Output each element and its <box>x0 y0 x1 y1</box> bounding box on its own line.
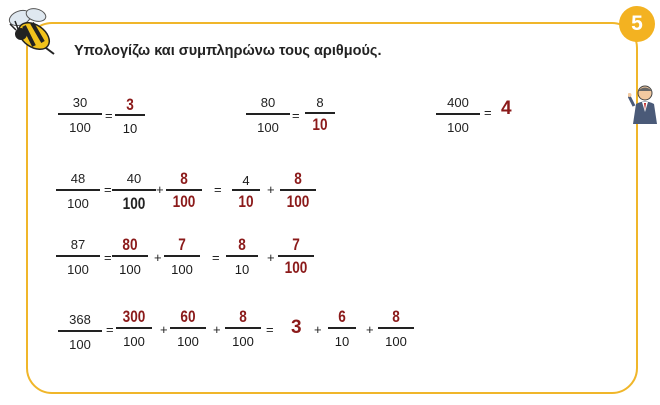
plus-sign: + <box>267 182 275 197</box>
equals-sign: = <box>212 250 220 265</box>
denominator: 100 <box>177 334 199 349</box>
numerator: 7 <box>178 235 186 254</box>
fraction-30-100 <box>58 96 102 134</box>
numerator: 80 <box>260 95 276 110</box>
numerator: 87 <box>70 237 86 252</box>
numerator: 8 <box>239 307 247 326</box>
fraction-bar <box>58 113 102 115</box>
fraction-40-100 <box>112 172 156 212</box>
denominator: 10 <box>122 121 138 136</box>
fraction-80-100 <box>108 236 152 276</box>
fraction-bar <box>305 112 335 114</box>
fraction-bar <box>58 330 102 332</box>
equals-sign: = <box>214 182 222 197</box>
fraction-8-100 <box>276 170 320 210</box>
plus-sign: + <box>267 250 275 265</box>
denominator: 100 <box>385 334 407 349</box>
numerator: 7 <box>292 235 300 254</box>
fraction-60-100 <box>166 308 210 348</box>
equals-sign: = <box>484 105 492 120</box>
fraction-bar <box>328 327 356 329</box>
denominator: 10 <box>234 262 250 277</box>
equals-sign: = <box>106 322 114 337</box>
denominator: 10 <box>312 115 328 134</box>
numerator: 368 <box>69 312 91 327</box>
denominator: 100 <box>67 262 89 277</box>
fraction-bar <box>226 255 258 257</box>
page-number-badge: 5 <box>619 6 655 42</box>
plus-sign: + <box>156 182 164 197</box>
numerator: 3 <box>126 95 134 114</box>
numerator: 80 <box>122 235 138 254</box>
numerator: 8 <box>238 235 246 254</box>
instruction-text: Υπολογίζω και συμπληρώνω τους αριθμούς. <box>74 43 382 59</box>
fraction-6-10 <box>320 308 364 348</box>
plus-sign: + <box>213 322 221 337</box>
fraction-bar <box>436 113 480 115</box>
fraction-bar <box>166 189 202 191</box>
equals-sign: = <box>104 250 112 265</box>
fraction-8-100 <box>374 308 418 348</box>
numerator: 8 <box>392 307 400 326</box>
denominator: 10 <box>238 192 254 211</box>
bee-icon <box>6 6 62 58</box>
fraction-bar <box>280 189 316 191</box>
fraction-8-100 <box>162 170 206 210</box>
plus-sign: + <box>366 322 374 337</box>
numerator: 48 <box>70 171 86 186</box>
numerator: 8 <box>316 95 324 110</box>
numerator: 40 <box>126 171 142 186</box>
fraction-7-100 <box>274 236 318 276</box>
fraction-8-100 <box>221 308 265 348</box>
fraction-bar <box>112 255 148 257</box>
fraction-400-100 <box>436 96 480 134</box>
fraction-bar <box>115 114 145 116</box>
fraction-bar <box>56 189 100 191</box>
fraction-368-100 <box>58 313 102 351</box>
fraction-87-100 <box>56 238 100 276</box>
denominator: 100 <box>69 337 91 352</box>
denominator: 100 <box>123 334 145 349</box>
numerator: 30 <box>72 95 88 110</box>
denominator: 100 <box>67 196 89 211</box>
equals-sign: = <box>292 108 300 123</box>
denominator: 10 <box>334 334 350 349</box>
numerator: 4 <box>242 173 250 188</box>
fraction-bar <box>164 255 200 257</box>
fraction-bar <box>116 327 152 329</box>
equals-sign: = <box>266 322 274 337</box>
equals-sign: = <box>104 182 112 197</box>
denominator: 100 <box>122 194 146 213</box>
fraction-300-100 <box>112 308 156 348</box>
fraction-bar <box>246 113 290 115</box>
fraction-bar <box>278 255 314 257</box>
denominator: 100 <box>69 120 91 135</box>
fraction-bar <box>170 327 206 329</box>
fraction-bar <box>56 255 100 257</box>
denominator: 100 <box>172 192 196 211</box>
fraction-bar <box>378 327 414 329</box>
numerator: 8 <box>180 169 188 188</box>
plus-sign: + <box>160 322 168 337</box>
denominator: 100 <box>447 120 469 135</box>
fraction-4-10 <box>224 174 268 210</box>
fraction-48-100 <box>56 172 100 210</box>
answer-whole-3: 3 <box>291 317 302 338</box>
denominator: 100 <box>286 192 310 211</box>
answer-whole-4: 4 <box>501 98 512 119</box>
numerator: 6 <box>338 307 346 326</box>
denominator: 100 <box>171 262 193 277</box>
fraction-8-10 <box>220 236 264 276</box>
denominator: 100 <box>284 258 308 277</box>
answer-fraction-8-10 <box>298 96 342 133</box>
teacher-icon <box>628 84 660 124</box>
plus-sign: + <box>314 322 322 337</box>
fraction-bar <box>112 189 156 191</box>
numerator: 8 <box>294 169 302 188</box>
answer-fraction-3-10 <box>108 96 152 135</box>
numerator: 300 <box>122 307 146 326</box>
fraction-80-100 <box>246 96 290 134</box>
denominator: 100 <box>232 334 254 349</box>
fraction-bar <box>232 189 260 191</box>
numerator: 400 <box>447 95 469 110</box>
fraction-bar <box>225 327 261 329</box>
plus-sign: + <box>154 250 162 265</box>
fraction-7-100 <box>160 236 204 276</box>
numerator: 60 <box>180 307 196 326</box>
denominator: 100 <box>257 120 279 135</box>
denominator: 100 <box>119 262 141 277</box>
equals-sign: = <box>105 108 113 123</box>
